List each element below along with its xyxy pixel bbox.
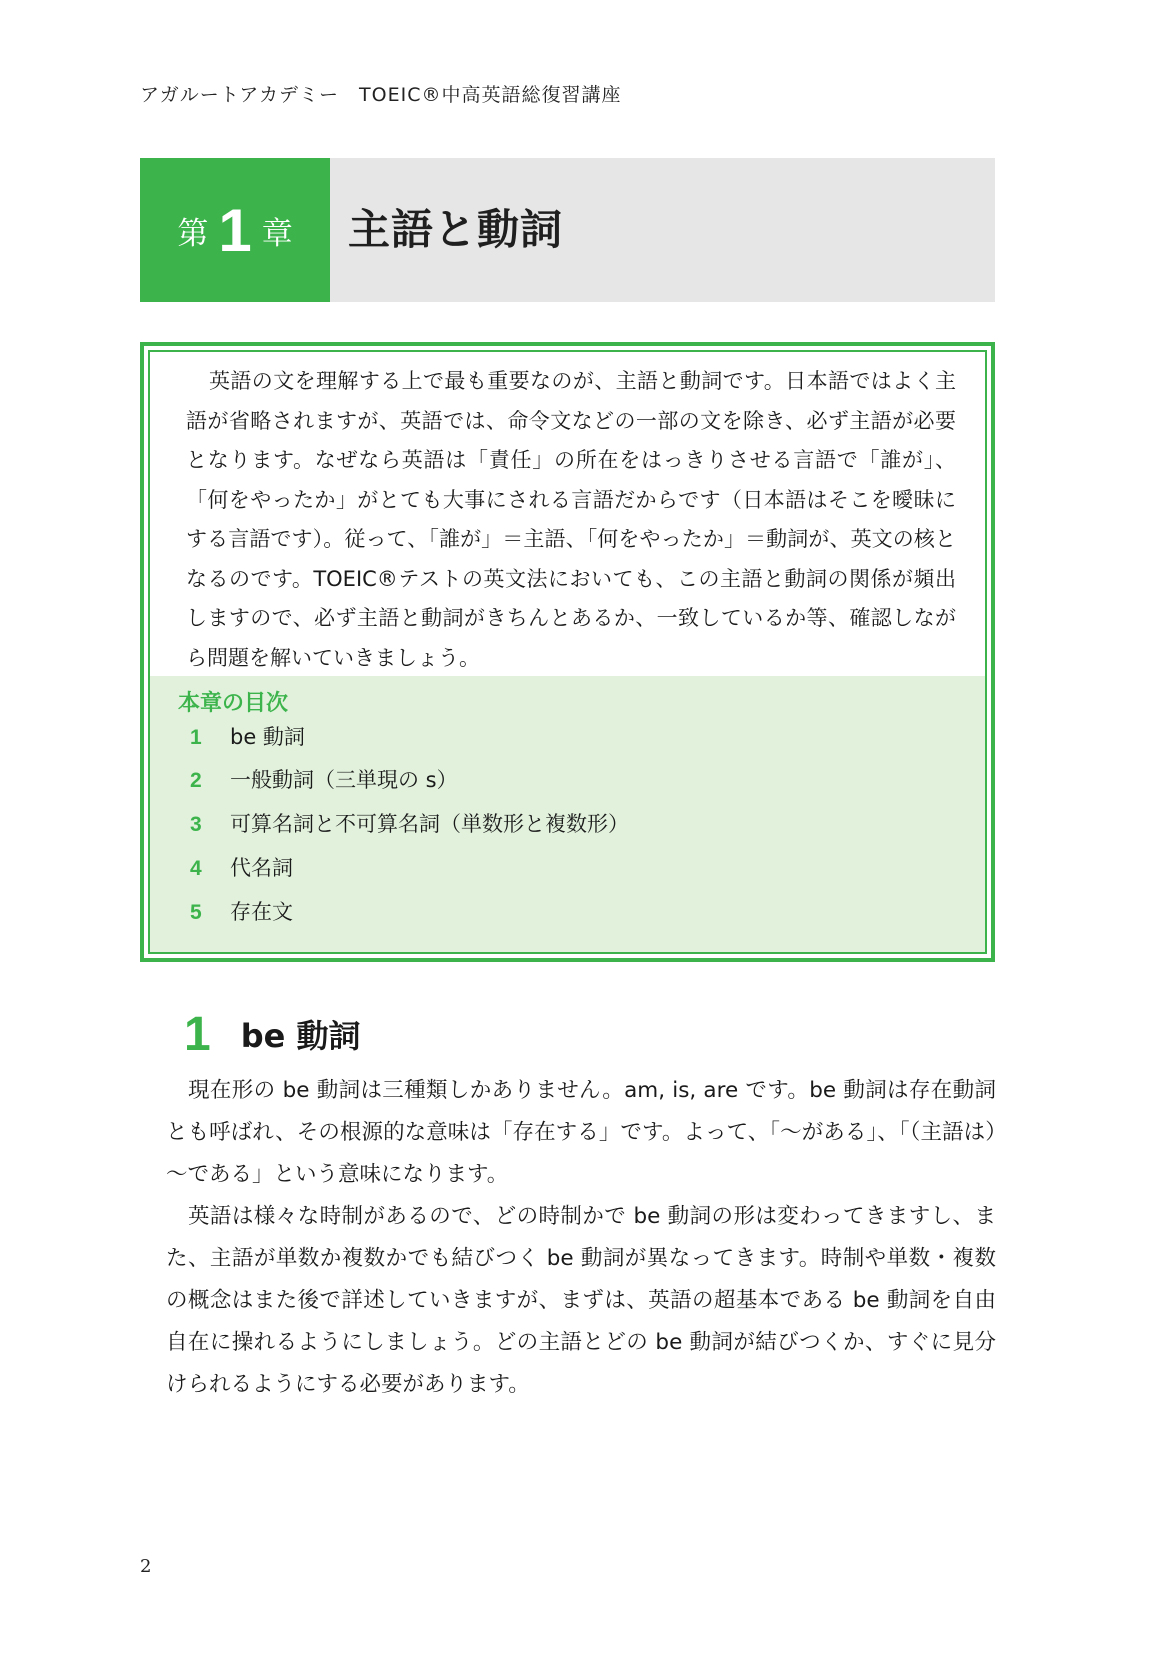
toc-item-number: 3 [190, 813, 202, 836]
toc-item [190, 897, 293, 927]
toc-item [190, 765, 458, 795]
toc-item-number: 5 [190, 901, 202, 924]
toc-item-label: be 動詞 [230, 725, 305, 749]
toc-item-label: 存在文 [230, 900, 293, 924]
chapter-suffix: 章 [261, 215, 293, 252]
toc-item [190, 809, 629, 839]
toc-item-label: 一般動詞（三単現の s） [230, 768, 458, 792]
chapter-number-tab [140, 158, 330, 302]
toc-item [190, 722, 305, 752]
chapter-heading [140, 158, 995, 302]
section-title: be 動詞 [240, 1017, 361, 1055]
section-number: 1 [184, 1007, 211, 1061]
toc-item [190, 853, 293, 883]
body-paragraph: 英語は様々な時制があるので、どの時制かで be 動詞の形は変わってきますし、また、主語が単数か複数かでも結びつく be 動詞が異なってきます。時制や単数・複数の概念はまた後で詳述していきますが、まずは、英語の超基本である be 動詞を自由自在に操れるようにしましょう。どの主語とどの be 動詞が結びつくか、すぐに見分けられるようにする必要があります。 [166, 1204, 996, 1397]
toc-title: 本章の目次 [178, 691, 289, 716]
section-heading [184, 1004, 360, 1064]
chapter-prefix: 第 [177, 215, 209, 252]
page-number: 2 [140, 1556, 152, 1577]
toc-item-number: 1 [190, 726, 202, 749]
toc-item-label: 可算名詞と不可算名詞（単数形と複数形） [230, 812, 629, 836]
body-paragraph: 現在形の be 動詞は三種類しかありません。am, is, are です。be 動詞は存在動詞とも呼ばれ、その根源的な意味は「存在する」です。よって、「～がある」、「（主語は）～である」という意味になります。 [166, 1078, 996, 1187]
toc-item-number: 4 [190, 857, 202, 880]
intro-paragraph: 英語の文を理解する上で最も重要なのが、主語と動詞です。日本語ではよく主語が省略されますが、英語では、命令文などの一部の文を除き、必ず主語が必要となります。なぜなら英語は「責任」の所在をはっきりさせる言語で「誰が」、「何をやったか」がとても大事にされる言語だからです（日本語はそこを曖昧にする言語です）。従って、「誰が」＝主語、「何をやったか」＝動詞が、英文の核となるのです。TOEIC®テストの英文法においても、この主語と動詞の関係が頻出しますので、必ず主語と動詞がきちんとあるか、一致しているか等、確認しながら問題を解いていきましょう。 [186, 369, 956, 670]
toc-item-label: 代名詞 [230, 856, 293, 880]
toc-item-number: 2 [190, 769, 202, 792]
chapter-title: 主語と動詞 [348, 205, 564, 254]
chapter-number: 1 [218, 196, 252, 264]
running-header: アガルートアカデミー TOEIC®中高英語総復習講座 [140, 84, 622, 106]
